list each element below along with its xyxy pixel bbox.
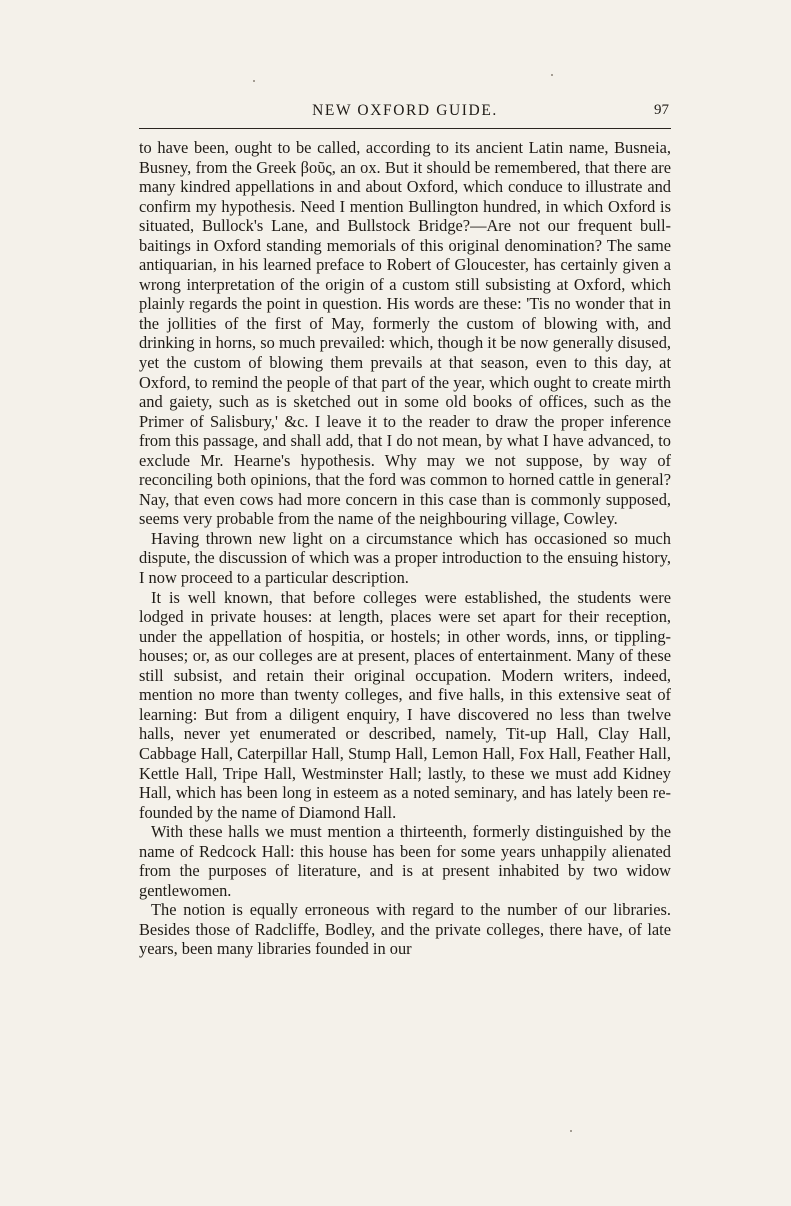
ink-speck [570,1130,572,1132]
paragraph: Having thrown new light on a circumstance which has occasioned so much dispute, the discussion of which was a proper introduction to the ensuing history, I now proceed to a particular description. [139,528,671,588]
paragraph: With these halls we must mention a thirteenth, formerly distinguished by the name of Redcock Hall: this house has been for some years unhappily alienated from the purposes of literature, and is at present inhabited by two widow gentlewomen. [139,822,671,900]
ink-speck [253,80,255,82]
running-header [139,98,671,129]
page-number: 97 [654,102,669,118]
ink-speck [551,74,553,76]
paragraph-continued: to have been, ought to be called, according to its ancient Latin name, Busneia, Busney, from the Greek βοῦς, an ox. But it should be remembered, that there are many kindred appellations in and about Oxford, which conduce to illustrate and confirm my hypothesis. Need I mention Bullington hundred, in which Oxford is situated, Bullock's Lane, and Bullstock Bridge?—Are not our frequent bull-baitings in Oxford standing memorials of this original denomination? The same antiquarian, in his learned preface to Robert of Gloucester, has certainly given a wrong interpretation of the origin of a custom still subsisting at Oxford, which plainly regards the point in question. His words are these: 'Tis no wonder that in the jollities of the first of May, formerly the custom of blowing with, and drinking in horns, so much prevailed: which, though it be now generally disused, yet the custom of blowing them prevails at that season, even to this day, at Oxford, to remind the people of that part of the year, which ought to create mirth and gaiety, such as is sketched out in some old books of offices, such as the Primer of Salisbury,' &c. I leave it to the reader to draw the proper inference from this passage, and shall add, that I do not mean, by what I have advanced, to exclude Mr. Hearne's hypothesis. Why may we not suppose, by way of reconciling both opinions, that the ford was common to horned cattle in general? Nay, that even cows had more concern in this case than is commonly supposed, seems very probable from the name of the neighbouring village, Cowley. [139,138,671,529]
running-title: NEW OXFORD GUIDE. [312,102,498,119]
body-text [139,138,671,959]
paragraph: It is well known, that before colleges were established, the students were lodged in private houses: at length, places were set apart for their reception, under the appellation of hospitia, or hostels; in other words, inns, or tippling-houses; or, as our colleges are at present, places of entertainment. Many of these still subsist, and retain their original occupation. Modern writers, indeed, mention no more than twenty colleges, and five halls, in this extensive seat of learning: But from a diligent enquiry, I have discovered no less than twelve halls, never yet enumerated or described, namely, Tit-up Hall, Clay Hall, Cabbage Hall, Caterpillar Hall, Stump Hall, Lemon Hall, Fox Hall, Feather Hall, Kettle Hall, Tripe Hall, Westminster Hall; lastly, to these we must add Kidney Hall, which has been long in esteem as a noted seminary, and has lately been re-founded by the name of Diamond Hall. [139,587,671,822]
paragraph: The notion is equally erroneous with regard to the number of our libraries. Besides those of Radcliffe, Bodley, and the private colleges, there have, of late years, been many libraries founded in our [139,900,671,959]
